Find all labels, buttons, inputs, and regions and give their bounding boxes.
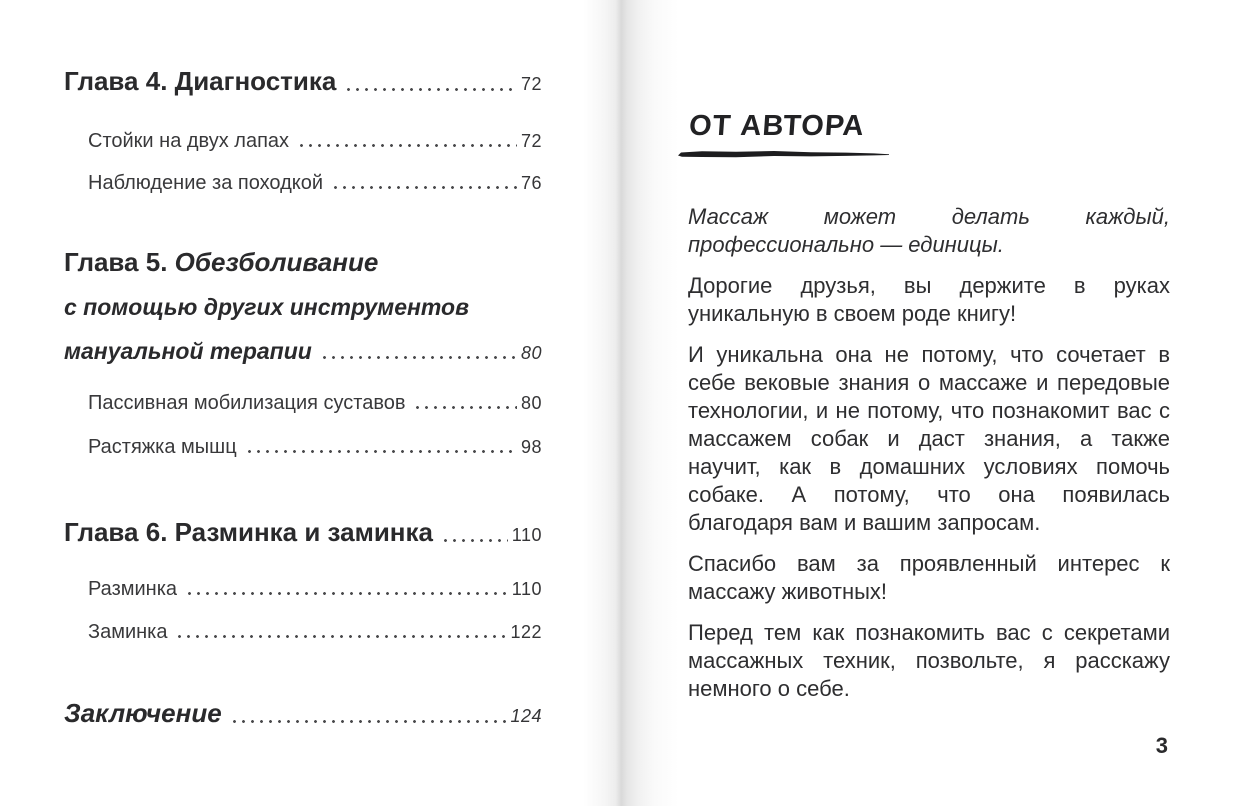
toc-entry-chapter-5 (64, 247, 542, 278)
page-gutter-shadow (583, 0, 679, 806)
toc-entry-sub (64, 172, 542, 195)
toc-entry-sub (64, 578, 542, 601)
toc-page-number: 76 (520, 173, 542, 193)
body-paragraph: Дорогие друзья, вы держите в руках уникальную в своем роде книгу! (688, 273, 1170, 326)
toc-entry-sub (64, 130, 542, 153)
toc-chapter-label: мануальной терапии (64, 338, 312, 364)
toc-page-number: 122 (510, 622, 542, 642)
toc-page-number: 110 (511, 579, 542, 599)
toc-entry-chapter-4 (64, 66, 542, 97)
dot-leader (320, 356, 517, 359)
page-number: 3 (1155, 733, 1168, 758)
toc-entry-chapter-5-continuation (64, 338, 542, 365)
toc-entry-chapter-6 (64, 517, 542, 548)
toc-page-number: 80 (520, 343, 542, 363)
body-paragraph: И уникальна она не потому, что сочетает в себе вековые знания о массаже и передовые технологии, и не потому, что познакомит вас с массажем собак и даст знания, а также научит, как в домашних условиях помочь собаке. А потому, что она появилась благодаря вам и вашим запросам. (688, 342, 1170, 535)
toc-chapter-label: Глава 6. Разминка и заминка (64, 517, 433, 547)
epigraph-paragraph: Массаж может делать каждый, профессионально — единицы. (688, 204, 1170, 257)
toc-page-number: 80 (520, 393, 542, 413)
dot-leader (331, 186, 517, 189)
toc-sub-label: Разминка (88, 578, 178, 600)
toc-chapter-label: Глава 5. Обезболивание (64, 247, 379, 277)
dot-leader (297, 144, 517, 147)
toc-page-number: 124 (510, 706, 542, 726)
body-paragraph: Перед тем как познакомить вас с секретами массажных техник, позвольте, я расскажу немного о себе. (688, 620, 1170, 701)
toc-sub-label: Стойки на двух лапах (88, 130, 290, 152)
dot-leader (175, 635, 506, 638)
heading-underline-stroke (678, 147, 890, 160)
left-page-toc (64, 0, 542, 806)
right-page (688, 0, 1170, 806)
dot-leader (344, 88, 517, 91)
body-text (688, 203, 1170, 716)
dot-leader (441, 539, 508, 542)
toc-chapter-label: Глава 4. Диагностика (64, 66, 337, 96)
toc-page-number: 72 (520, 131, 542, 151)
dot-leader (185, 592, 508, 595)
toc-chapter-label: с помощью других инструментов (64, 294, 469, 320)
toc-sub-label: Наблюдение за походкой (88, 172, 324, 194)
toc-chapter-label: Заключение (64, 698, 222, 728)
dot-leader (245, 450, 517, 453)
toc-entry-chapter-5-continuation (64, 294, 542, 321)
dot-leader (413, 406, 516, 409)
toc-sub-label: Заминка (88, 621, 168, 643)
dot-leader (230, 720, 507, 723)
toc-entry-conclusion (64, 698, 542, 729)
toc-entry-sub (64, 436, 542, 459)
toc-sub-label: Пассивная мобилизация суставов (88, 392, 406, 414)
toc-entry-sub (64, 621, 542, 644)
toc-sub-label: Растяжка мышц (88, 436, 237, 458)
section-title: ОТ АВТОРА (688, 110, 866, 142)
toc-page-number: 98 (520, 437, 542, 457)
toc-page-number: 110 (511, 525, 542, 545)
body-paragraph: Спасибо вам за проявленный интерес к массажу животных! (688, 551, 1170, 604)
toc-page-number: 72 (520, 74, 542, 94)
toc-entry-sub (64, 392, 542, 415)
